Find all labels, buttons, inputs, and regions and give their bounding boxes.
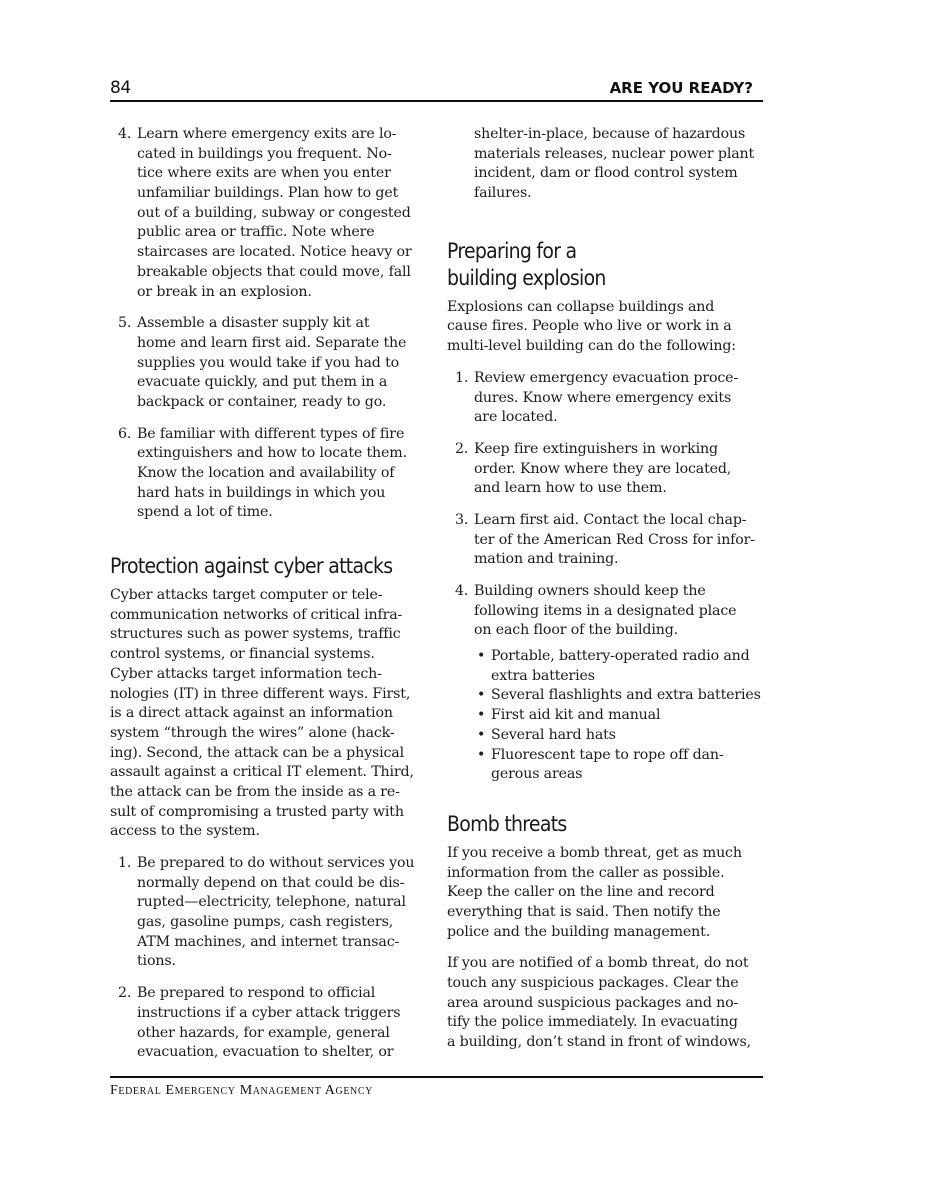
bullet-icon: • (477, 707, 486, 724)
text-line: hard hats in buildings in which you (137, 484, 386, 501)
text-line: failures. (474, 185, 532, 202)
text-line: police and the building management. (447, 923, 711, 940)
text-line: evacuate quickly, and put them in a (137, 374, 388, 391)
bullet-item (477, 706, 772, 726)
text-line: supplies you would take if you had to (137, 354, 400, 371)
text-line: breakable objects that could move, fall (137, 263, 411, 280)
header-rule (110, 100, 763, 102)
text-line: gas, gasoline pumps, cash registers, (137, 914, 394, 931)
list-item (447, 369, 772, 428)
list-item (447, 440, 772, 499)
text-line: evacuation, evacuation to shelter, or (137, 1044, 394, 1061)
list-item-number: 2. (455, 440, 469, 457)
section-heading-bomb-threats: Bomb threats (447, 811, 567, 836)
bullet-text (491, 647, 772, 686)
text-line: spend a lot of time. (137, 504, 273, 521)
list-item-number: 6. (118, 425, 132, 442)
text-line: ing). Second, the attack can be a physical (110, 744, 404, 761)
left-column (110, 125, 430, 1063)
text-line: Know the location and availability of (137, 465, 395, 481)
list-item-number: 5. (118, 315, 132, 332)
text-line: system “through the wires” alone (hack- (110, 724, 395, 741)
cyber-numbered-list (110, 854, 430, 1063)
text-line: control systems, or financial systems. (110, 646, 375, 663)
list-item-text (474, 582, 772, 641)
text-line: cause fires. People who live or work in a (447, 318, 732, 335)
text-line: Be prepared to do without services you (137, 855, 415, 871)
list-item (110, 425, 430, 523)
bullet-icon: • (477, 746, 486, 763)
list-item-text (137, 125, 430, 302)
text-line: incident, dam or flood control system (474, 165, 738, 182)
running-head: ARE YOU READY? (609, 79, 753, 97)
text-line: instructions if a cyber attack triggers (137, 1004, 401, 1021)
text-line: nologies (IT) in three different ways. First, (110, 685, 411, 702)
text-line: extra batteries (491, 667, 595, 684)
text-line: and learn how to use them. (474, 480, 667, 497)
list-item-text (474, 511, 772, 570)
page-header (110, 78, 763, 100)
cyber-paragraph (110, 586, 430, 842)
list-item-number: 1. (118, 855, 132, 871)
page-footer: Federal Emergency Management Agency (110, 1083, 373, 1098)
text-line: sult of compromising a trusted party with (110, 803, 404, 820)
text-line: mation and training. (474, 551, 619, 568)
text-line: order. Know where they are located, (474, 460, 732, 477)
text-line: tions. (137, 953, 176, 970)
text-line: Be prepared to respond to official (137, 985, 376, 1002)
text-line: Review emergency evacuation proce- (474, 369, 739, 386)
list-item (447, 582, 772, 641)
text-line: normally depend on that could be dis- (137, 874, 405, 891)
supply-bullet-list (447, 647, 772, 785)
section-heading-cyber-attacks: Protection against cyber attacks (110, 554, 393, 579)
bullet-text (491, 726, 772, 746)
text-line: are located. (474, 409, 558, 426)
right-column (447, 125, 772, 1053)
text-line: out of a building, subway or congested (137, 204, 411, 221)
list-item-text (137, 854, 430, 972)
bullet-item (477, 726, 772, 746)
text-line: backpack or container, ready to go. (137, 393, 387, 410)
text-line: Learn first aid. Contact the local chap- (474, 511, 747, 528)
text-line: extinguishers and how to locate them. (137, 445, 407, 462)
list-item (110, 125, 430, 302)
bomb-paragraph-2 (447, 954, 772, 1052)
text-line: materials releases, nuclear power plant (474, 145, 755, 162)
list-item-number: 4. (118, 126, 132, 142)
text-line: on each floor of the building. (474, 622, 678, 639)
bullet-text (491, 706, 772, 726)
text-line: assault against a critical IT element. Third, (110, 764, 414, 781)
text-line: If you receive a bomb threat, get as much (447, 844, 742, 861)
text-line: touch any suspicious packages. Clear the (447, 975, 739, 991)
text-line: Several flashlights and extra batteries (491, 687, 761, 704)
text-line: First aid kit and manual (491, 707, 661, 724)
text-line: home and learn first aid. Separate the (137, 334, 407, 351)
text-line: Keep the caller on the line and record (447, 884, 715, 901)
text-line: public area or traffic. Note where (137, 224, 375, 241)
text-line: Portable, battery-operated radio and (491, 648, 750, 665)
bullet-text (491, 686, 772, 706)
text-line: the attack can be from the inside as a re- (110, 783, 400, 800)
text-line: tice where exits are when you enter (137, 165, 391, 182)
text-line: cated in buildings you frequent. No- (137, 145, 392, 162)
text-line: information from the caller as possible. (447, 864, 725, 881)
text-line: Keep fire extinguishers in working (474, 440, 718, 457)
text-line: rupted—electricity, telephone, natural (137, 894, 406, 911)
bullet-text (491, 746, 772, 785)
text-line: unfamiliar buildings. Plan how to get (137, 185, 399, 202)
bullet-item (477, 647, 772, 686)
bullet-icon: • (477, 726, 486, 743)
text-line: gerous areas (491, 766, 583, 783)
explosion-numbered-list (447, 369, 772, 641)
text-line: area around suspicious packages and no- (447, 994, 739, 1011)
text-line: Explosions can collapse buildings and (447, 298, 715, 315)
bullet-icon: • (477, 687, 486, 704)
page-number: 84 (110, 78, 131, 98)
bullet-item (477, 686, 772, 706)
footer-rule (110, 1076, 763, 1078)
text-line: If you are notified of a bomb threat, do not (447, 955, 749, 972)
list-item-text (474, 440, 772, 499)
list-item-number: 4. (455, 583, 469, 599)
list-item-text (137, 984, 430, 1063)
numbered-list-continued (110, 125, 430, 523)
list-item (447, 511, 772, 570)
text-line: Be familiar with different types of fire (137, 425, 405, 442)
heading-line: Preparing for a (447, 238, 577, 263)
list-item-number: 1. (455, 369, 469, 386)
bullet-icon: • (477, 648, 486, 665)
text-line: Fluorescent tape to rope off dan- (491, 746, 724, 763)
explosion-paragraph (447, 298, 772, 357)
list-item-text (137, 425, 430, 523)
list-item-number: 2. (118, 985, 132, 1002)
text-line: Learn where emergency exits are lo- (137, 126, 397, 142)
list-item-number: 3. (455, 511, 469, 528)
continued-list-item-text (474, 125, 772, 204)
text-line: shelter-in-place, because of hazardous (474, 126, 746, 142)
list-item (110, 984, 430, 1063)
bomb-paragraph-1 (447, 844, 772, 942)
text-line: or break in an explosion. (137, 283, 312, 300)
heading-line: building explosion (447, 265, 606, 290)
text-line: staircases are located. Notice heavy or (137, 244, 412, 261)
text-line: ATM machines, and internet transac- (137, 933, 400, 950)
text-line: is a direct attack against an information (110, 705, 393, 722)
text-line: Cyber attacks target information tech- (110, 665, 382, 682)
text-line: tify the police immediately. In evacuating (447, 1014, 738, 1031)
list-item (110, 314, 430, 412)
text-line: Building owners should keep the (474, 583, 706, 599)
section-heading-building-explosion (447, 238, 772, 292)
text-line: multi-level building can do the following: (447, 338, 736, 355)
list-item (110, 854, 430, 972)
list-item-text (474, 369, 772, 428)
text-line: ter of the American Red Cross for infor- (474, 531, 755, 548)
text-line: dures. Know where emergency exits (474, 389, 732, 406)
text-line: following items in a designated place (474, 602, 737, 619)
text-line: Cyber attacks target computer or tele- (110, 587, 383, 604)
text-line: other hazards, for example, general (137, 1024, 390, 1041)
text-line: Assemble a disaster supply kit at (137, 315, 370, 332)
text-line: structures such as power systems, traffic (110, 626, 401, 643)
text-line: communication networks of critical infra- (110, 606, 403, 623)
bullet-item (477, 746, 772, 785)
list-item-text (137, 314, 430, 412)
text-line: a building, don’t stand in front of windows, (447, 1034, 751, 1051)
text-line: everything that is said. Then notify the (447, 903, 721, 920)
text-line: Several hard hats (491, 726, 616, 743)
text-line: access to the system. (110, 823, 260, 840)
